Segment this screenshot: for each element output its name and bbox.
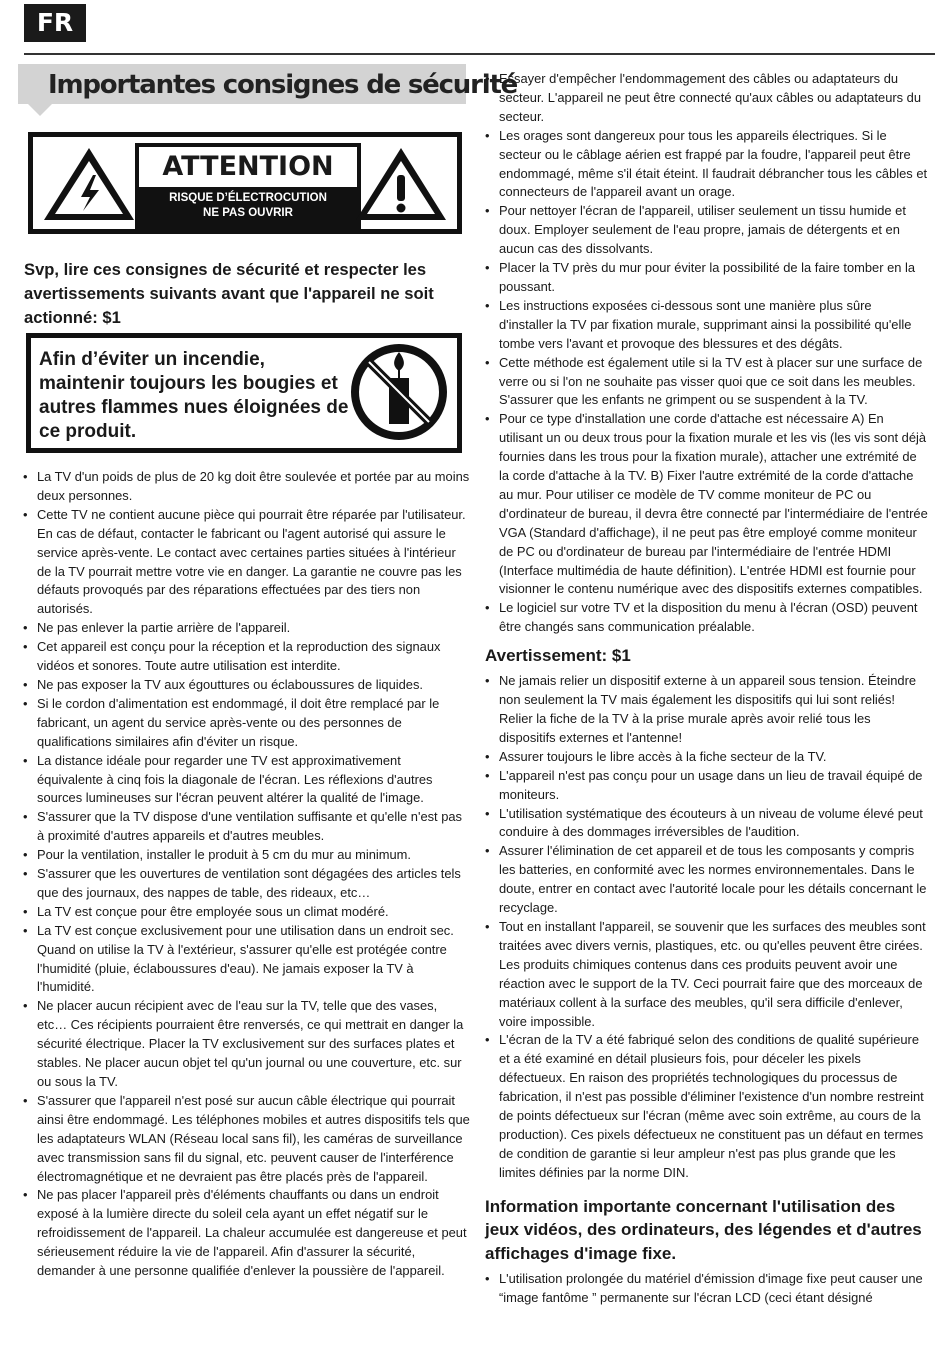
list-item: • Ne placer aucun récipient avec de l'eau sur la TV, telle que des vases, etc… Ces récipients pourraient être renversés, ce qui mettrait en danger la sécurité électrique. Placer la TV exclusivement sur des surfaces plates et stables. Ne placer aucun objet tel qu'un journal ou une couverture, etc. sur ou sous la TV.	[21, 997, 470, 1092]
attention-line-2: NE PAS OUVRIR	[203, 207, 293, 219]
list-item: • La TV est conçue pour être employée sous un climat modéré.	[21, 903, 470, 922]
warning-heading: Avertissement: $1	[485, 646, 631, 666]
list-item: • Les instructions exposées ci-dessous sont une manière plus sûre d'installer la TV par fixation murale, supprimant ainsi la possibilité qu'elle tombe vers l'avant et provoque des blessures et des dégâts.	[483, 297, 928, 354]
fire-warning-text: Afin d’éviter un incendie, maintenir toujours les bougies et autres flammes nues éloignées de ce produit.	[39, 349, 349, 442]
title-notch	[28, 104, 52, 116]
right-safety-list	[483, 70, 928, 637]
list-item: • S'assurer que la TV dispose d'une ventilation suffisante et qu'elle n'est pas à proximité d'autres appareils et d'autres meubles.	[21, 808, 470, 846]
list-item: • L'appareil n'est pas conçu pour un usage dans un lieu de travail équipé de moniteurs.	[483, 767, 928, 805]
list-item: • Pour la ventilation, installer le produit à 5 cm du mur au minimum.	[21, 846, 470, 865]
warning-label	[28, 132, 462, 234]
page-title: Importantes consignes de sécurité	[48, 70, 518, 100]
attention-title: ATTENTION	[162, 151, 334, 182]
list-item: • Ne pas enlever la partie arrière de l'appareil.	[21, 619, 470, 638]
list-item: • Cette méthode est également utile si la TV est à placer sur une surface de verre ou si l'on ne souhaite pas visser quoi que ce soit dans les meubles. S'assurer que les enfants ne grimpent ou se suspendent à la TV.	[483, 354, 928, 411]
list-item: • Pour nettoyer l'écran de l'appareil, utiliser seulement un tissu humide et doux. Employer seulement de l'eau propre, jamais de détergents et en aucun cas des dissolvants.	[483, 202, 928, 259]
exclamation-warning-icon	[353, 145, 449, 223]
intro-text: Svp, lire ces consignes de sécurité et respecter les avertissements suivants avant que l'appareil ne soit actionné: $1	[24, 260, 434, 327]
list-item: • La TV d'un poids de plus de 20 kg doit être soulevée et portée par au moins deux personnes.	[21, 468, 470, 506]
list-item: • Ne pas exposer la TV aux égouttures ou éclaboussures de liquides.	[21, 676, 470, 695]
list-item: • Pour ce type d'installation une corde d'attache est nécessaire A) En utilisant un ou deux trous pour la fixation murale et les vis (les vis sont déjà fournies dans les trous pour la fixation murale), attacher une extrémité de la corde d'attache à la TV. B) Fixer l'autre extrémité de la corde d'attache au mur. Pour utiliser ce modèle de TV comme moniteur de PC ou d'ordinateur de bureau, il devra être connecté par l'intermédiaire de l'entrée VGA (Standard d'affichage), il ne peut pas être employé comme moniteur de PC ou d'ordinateur de bureau par l'intermédiaire de l'entrée HDMI (Interface multimédia de haute définition). L'entrée HDMI est fournie pour visionner le contenu numérique avec des dispositifs externes compatibles.	[483, 410, 928, 599]
title-banner	[18, 64, 518, 104]
language-badge: FR	[24, 4, 86, 42]
warning-list	[483, 672, 928, 1182]
list-item: • La distance idéale pour regarder une TV est approximativement équivalente à cinq fois la diagonale de l'écran. Les réflexions d'autres sources lumineuses sur l'écran peuvent altérer la qualité de l'image.	[21, 752, 470, 809]
still-image-list	[483, 1270, 928, 1308]
attention-band	[139, 187, 357, 225]
attention-line-1: RISQUE D’ÉLECTROCUTION	[169, 192, 327, 204]
list-item: • La TV est conçue exclusivement pour une utilisation dans un endroit sec. Quand on utilise la TV à l'extérieur, s'assurer qu'elle est protégée contre l'humidité (pluie, éclaboussures d'eau). Ne jamais exposer la TV à l'humidité.	[21, 922, 470, 998]
list-item: • Ne pas placer l'appareil près d'éléments chauffants ou dans un endroit exposé à la lumière directe du soleil cela ayant un effet négatif sur le refroidissement de l'appareil. La chaleur accumulée est dangereuse et peut sérieusement réduire la vie de l'appareil. Afin d'assurer la sécurité, demander à une personne qualifiée d'enlever la poussière de l'appareil.	[21, 1186, 470, 1281]
header-rule	[24, 53, 935, 55]
fire-warning-box	[26, 333, 462, 453]
list-item: • Le logiciel sur votre TV et la disposition du menu à l'écran (OSD) peuvent être changés sans communication préalable.	[483, 599, 928, 637]
list-item: • L'écran de la TV a été fabriqué selon des conditions de qualité supérieure et a été examiné en détail plusieurs fois, pour déceler les pixels défectueux. En raison des propriétés technologiques du processus de fabrication, il n'est pas possible d'éliminer l'existence d'un nombre restreint de points défectueux sur l'écran (même avec soin extrême, au cours de la production). Ces pixels défectueux ne constituent pas un défaut en termes de condition de garantie si leur ampleur n'est pas plus grande que les limites définies par la norme DIN.	[483, 1031, 928, 1182]
list-item: • L'utilisation prolongée du matériel d'émission d'image fixe peut causer une “image fantôme ” permanente sur l'écran LCD (ceci étant désigné	[483, 1270, 928, 1308]
still-image-heading: Information importante concernant l'utilisation des jeux vidéos, des ordinateurs, des légendes et d'autres affichages d'image fixe.	[485, 1196, 922, 1263]
electric-hazard-icon	[41, 145, 137, 223]
list-item: • Cet appareil est conçu pour la réception et la reproduction des signaux vidéos et sonores. Toute autre utilisation est interdite.	[21, 638, 470, 676]
list-item: • Ne jamais relier un dispositif externe à un appareil sous tension. Éteindre non seulement la TV mais également les dispositifs qui lui sont reliés! Relier la fiche de la TV à la prise murale après avoir relié tous les dispositifs externes et l'antenne!	[483, 672, 928, 748]
left-safety-list	[21, 468, 470, 1281]
list-item: • Essayer d'empêcher l'endommagement des câbles ou adaptateurs du secteur. L'appareil ne peut être connecté qu'aux câbles ou adaptateurs du secteur.	[483, 70, 928, 127]
list-item: • L'utilisation systématique des écouteurs à un niveau de volume élevé peut conduire à des dommages irréversibles de l'audition.	[483, 805, 928, 843]
list-item: • Assurer l'élimination de cet appareil et de tous les composants y compris les batteries, en conformité avec les normes environnementales. Dans le doute, entrer en contact avec l'autorité locale pour les détails concernant le recyclage.	[483, 842, 928, 918]
no-candle-icon	[349, 342, 449, 442]
list-item: • Les orages sont dangereux pour tous les appareils électriques. Si le secteur ou le câblage aérien est frappé par la foudre, l'appareil peut être endommagé, même s'il était éteint. Il faudrait débrancher tous les câbles et connecteurs de l'appareil avant un orage.	[483, 127, 928, 203]
list-item: • S'assurer que l'appareil n'est posé sur aucun câble électrique qui pourrait ainsi être endommagé. Les téléphones mobiles et autres dispositifs tels que les adaptateurs WLAN (Réseau local sans fil), les caméras de surveillance avec transmission sans fil du signal, etc. peuvent causer de l'interférence électromagnétique et ne devraient pas être placés près de l'appareil.	[21, 1092, 470, 1187]
list-item: • S'assurer que les ouvertures de ventilation sont dégagées des articles tels que des journaux, des nappes de table, des rideaux, etc…	[21, 865, 470, 903]
list-item: • Tout en installant l'appareil, se souvenir que les surfaces des meubles sont traitées avec divers vernis, plastiques, etc. ou qu'elles peuvent être cirées. Les produits chimiques contenus dans ces produits peuvent avoir une réaction avec le support de la TV. Ceci pourrait faire que des morceaux de matériaux collent à la surface des meubles, qu'il sera difficile d'enlever, voire impossible.	[483, 918, 928, 1031]
right-column	[483, 70, 928, 1308]
left-column	[18, 64, 518, 1279]
attention-box	[135, 143, 361, 229]
list-item: • Si le cordon d'alimentation est endommagé, il doit être remplacé par le fabricant, un agent du service après-vente ou des personnes de qualifications similaires afin d'éviter un risque.	[21, 695, 470, 752]
list-item: • Placer la TV près du mur pour éviter la possibilité de la faire tomber en la poussant.	[483, 259, 928, 297]
list-item: • Assurer toujours le libre accès à la fiche secteur de la TV.	[483, 748, 928, 767]
list-item: • Cette TV ne contient aucune pièce qui pourrait être réparée par l'utilisateur. En cas de défaut, contacter le fabricant ou l'agent autorisé qui assure le service après-vente. Le contact avec certaines parties situées à l'intérieur de la TV pourrait mettre votre vie en danger. La garantie ne couvre pas les défauts provoqués par des réparations effectuées par des tiers non autorisés.	[21, 506, 470, 619]
